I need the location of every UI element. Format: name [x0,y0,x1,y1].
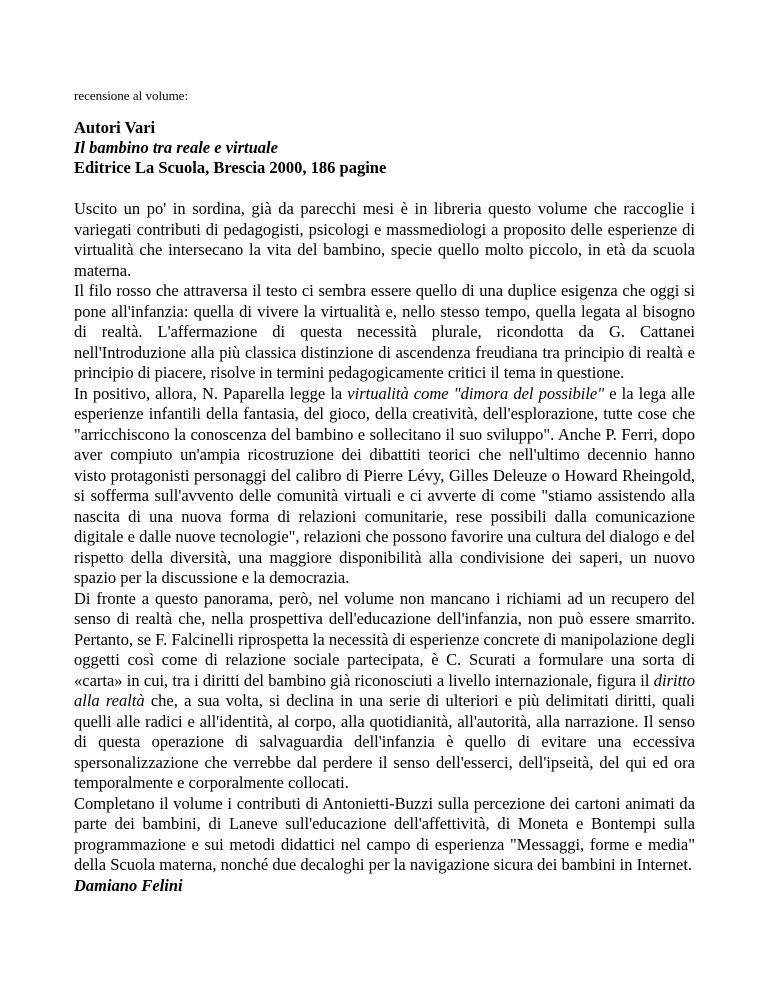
book-title: Il bambino tra reale e virtuale [74,138,278,157]
paragraph-3-after: e la lega alle esperienze infantili della fantasia, del gioco, della creatività, dell'esplorazione, tutte cose che "arricchiscono la conoscenza del bambino e sollecitano il suo sviluppo". Anche P. Ferri, dopo aver compiuto un'ampia ricostruzione dei dibattiti teorici che nell'ultimo decennio hanno visto protagonisti personaggi del calibro di Pierre Lévy, Gilles Deleuze o Howard Rheingold, si sofferma sull'avvento delle comunità virtuali e ci avverte di come "stiamo assistendo alla nascita di una nuova forma di relazioni comunitarie, rese possibili dalla comunicazione digitale e dalle nuove tecnologie", relazioni che possono favorire una cultura del dialogo e del rispetto della diversità, una maggiore disponibilità alla condivisione dei saperi, un nuovo spazio per la discussione e la democrazia. [74,383,695,587]
paragraph-3-italic: virtualità come "dimora del possibile" [347,383,605,403]
review-body [74,199,695,896]
paragraph-3 [74,384,695,589]
review-label: recensione al volume: [74,88,189,103]
book-publisher: Editrice La Scuola, Brescia 2000, 186 pagine [74,158,387,177]
paragraph-5: Completano il volume i contributi di Antonietti-Buzzi sulla percezione dei cartoni animati da parte dei bambini, di Laneve sull'educazione dell'affettività, di Moneta e Bontempi sulla programmazione e sui metodi didattici nel campo di esperienza "Messaggi, forme e media" della Scuola materna, nonché due decaloghi per la navigazione sicura dei bambini in Internet. [74,793,695,874]
book-header [74,118,695,178]
paragraph-4-after: che, a sua volta, si declina in una serie di ulteriori e più delimitati diritti, quali quelli alle radici e all'identità, al corpo, alla quotidianità, all'autorità, alla narrazione. Il senso di questa operazione di salvaguardia dell'infanzia è quello di evitare una eccessiva spersonalizzazione che verrebbe dal perdere il senso dell'esserci, dell'ipseità, del qui ed ora temporalmente e corporalmente collocati. [74,691,695,792]
paragraph-3-before: In positivo, allora, N. Paparella legge la [74,383,348,403]
paragraph-4 [74,589,695,794]
paragraph-1: Uscito un po' in sordina, già da parecchi mesi è in libreria questo volume che raccoglie i variegati contributi di pedagogisti, psicologi e massmediologi a proposito delle esperienze di virtualità che intersecano la vita del bambino, specie quello molto piccolo, in età da scuola materna. [74,199,695,280]
book-author: Autori Vari [74,118,156,137]
paragraph-4-italic: diritto alla realtà [74,670,695,710]
paragraph-2: Il filo rosso che attraversa il testo ci sembra essere quello di una duplice esigenza che oggi si pone all'infanzia: quella di vivere la virtualità e, nello stesso tempo, quella legata al bisogno di realtà. L'affermazione di questa necessità plurale, ricondotta da G. Cattanei nell'Introduzione alla più classica distinzione di ascendenza freudiana tra principio di realtà e principio di piacere, risolve in termini pedagogicamente critici il tema in questione. [74,281,695,382]
paragraph-4-before: Di fronte a questo panorama, però, nel volume non mancano i richiami ad un recupero del senso di realtà che, nella prospettiva dell'educazione dell'infanzia, non può essere smarrito. Pertanto, se F. Falcinelli riprospetta la necessità di esperienze concrete di manipolazione degli oggetti così come di relazione sociale partecipata, è C. Scurati a formulare una sorta di «carta» in cui, tra i diritti del bambino già riconosciuti a livello internazionale, figura il [74,588,695,690]
review-signature: Damiano Felini [74,875,183,895]
review-page [74,88,695,896]
